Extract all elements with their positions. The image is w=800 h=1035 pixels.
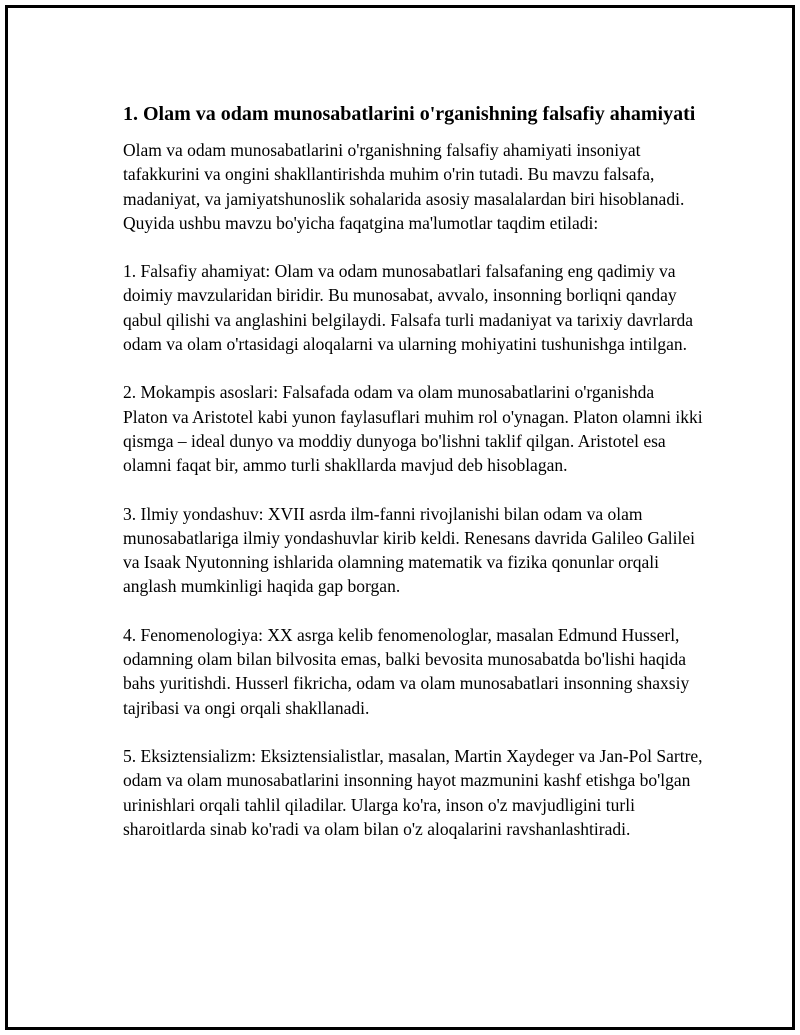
document-body [123, 100, 703, 865]
intro-paragraph: Olam va odam munosabatlarini o'rganishning falsafiy ahamiyati insoniyat tafakkurini va ongini shakllantirishda muhim o'rin tutadi. Bu mavzu falsafa, madaniyat, va jamiyatshunoslik sohalarida asosiy masalalardan biri hisoblanadi. Quyida ushbu mavzu bo'yicha faqatgina ma'lumotlar taqdim etiladi: [123, 140, 685, 233]
section-paragraph: 2. Mokampis asoslari: Falsafada odam va olam munosabatlarini o'rganishda Platon va Aristotel kabi yunon faylasuflari muhim rol o'ynagan. Platon olamni ikki qismga – ideal dunyo va moddiy dunyoga bo'lishni taklif qilgan. Aristotel esa olamni faqat bir, ammo turli shakllarda mavjud deb hisoblagan. [123, 382, 703, 476]
page-frame [5, 5, 795, 1030]
section-paragraph: 5. Eksiztensializm: Eksiztensialistlar, masalan, Martin Xaydeger va Jan-Pol Sartre, odam va olam munosabatlarini insonning hayot mazmunini kashf etishga bo'lgan urinishlari orqali tahlil qiladilar. Ularga ko'ra, inson o'z mavjudligini turli sharoitlarda sinab ko'radi va olam bilan o'z aloqalarini ravshanlashtiradi. [123, 745, 703, 839]
document-title: 1. Olam va odam munosabatlarini o'rganishning falsafiy ahamiyati [123, 103, 696, 125]
section-paragraph: 3. Ilmiy yondashuv: XVII asrda ilm-fanni rivojlanishi bilan odam va olam munosabatlariga ilmiy yondashuvlar kirib keldi. Renesans davrida Galileo Galilei va Isaak Nyutonning ishlarida olamning matematik va fizika qonunlar orqali anglash mumkinligi haqida gap borgan. [123, 503, 696, 597]
section-paragraph: 4. Fenomenologiya: XX asrga kelib fenomenologlar, masalan Edmund Husserl, odamning olam bilan bilvosita emas, balki bevosita munosabatda bo'lishi haqida bahs yuritishdi. Husserl fikricha, odam va olam munosabatlari insonning shaxsiy tajribasi va ongi orqali shakllanadi. [123, 624, 690, 718]
section-paragraph: 1. Falsafiy ahamiyat: Olam va odam munosabatlari falsafaning eng qadimiy va doimiy mavzularidan biridir. Bu munosabat, avvalo, insonning borliqni qanday qabul qilishi va anglashini belgilaydi. Falsafa turli madaniyat va tarixiy davrlarda odam va olam o'rtasidagi aloqalarni va ularning mohiyatini tushunishga intilgan. [123, 261, 694, 355]
